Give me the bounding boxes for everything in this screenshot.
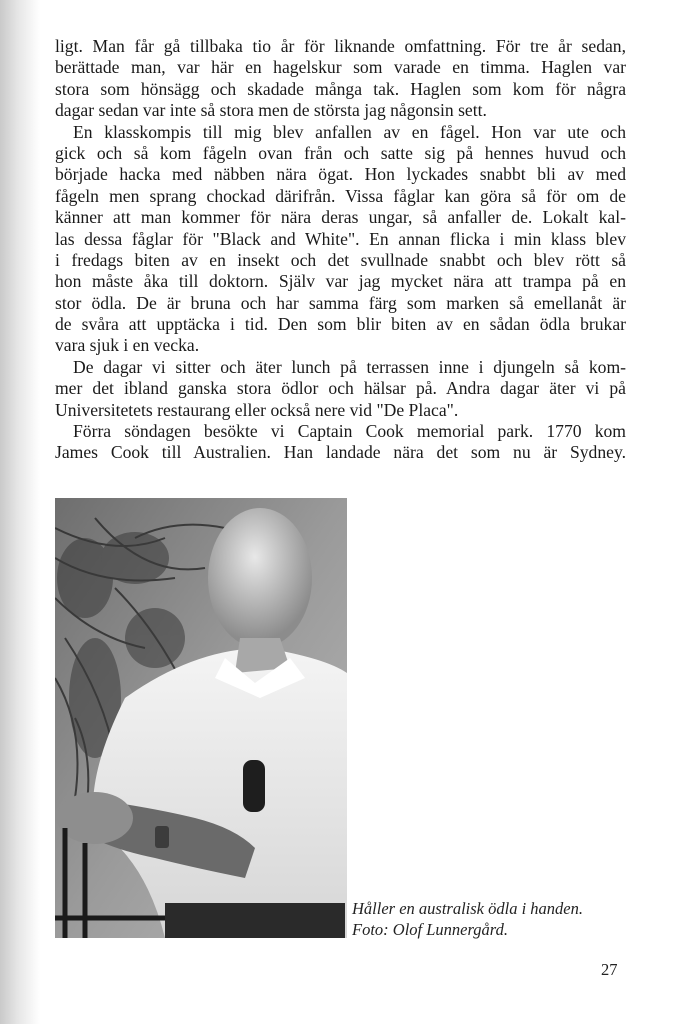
text-line: De dagar vi sitter och äter lunch på terrassen inne i djungeln så kom-: [73, 356, 626, 377]
text-line: ligt. Man får gå tillbaka tio år för liknande omfattning. För tre år sedan,: [55, 36, 626, 56]
text-line: En klasskompis till mig blev anfallen av en fågel. Hon var ute och: [73, 121, 626, 142]
paragraph-4: [55, 421, 626, 464]
text-line: fågeln men sprang chockad därifrån. Vissa fåglar kan göra så för om de: [55, 185, 626, 206]
text-line: Universitetets restaurang eller också nere vid "De Placa".: [55, 399, 459, 420]
photo-man-holding-lizard: [55, 498, 347, 938]
trousers: [165, 903, 345, 938]
page-gutter-shadow: [0, 0, 40, 1024]
head: [208, 508, 312, 648]
text-line: Förra söndagen besökte vi Captain Cook memorial park. 1770 kom: [73, 421, 626, 442]
text-line: mer det ibland ganska stora ödlor och hälsar på. Andra dagar äter vi på: [55, 378, 626, 399]
text-line: stora som hönsägg och skadade många tak. Haglen som kom för några: [55, 78, 626, 99]
caption-credit: Foto: Olof Lunnergård.: [352, 920, 508, 939]
text-line: James Cook till Australien. Han landade nära det som nu är Sydney.: [55, 442, 626, 463]
text-line: berättade man, var här en hagelskur som varade en timma. Haglen var: [55, 57, 626, 78]
text-line: känner att man kommer för nära deras ungar, så anfaller de. Lokalt kal-: [55, 207, 626, 228]
text-line: stor ödla. De är bruna och har samma färg som marken så emellanåt är: [55, 292, 626, 313]
text-line: las dessa fåglar för "Black and White". En annan flicka i min klass blev: [55, 228, 626, 249]
wristwatch: [155, 826, 169, 848]
paragraph-2: [55, 122, 626, 357]
photo-illustration: [55, 498, 347, 938]
photo-caption: [352, 898, 583, 940]
text-line: vara sjuk i en vecka.: [55, 335, 200, 356]
text-line: dagar sedan var inte så stora men de största jag någonsin sett.: [55, 100, 487, 121]
body-text: [55, 36, 626, 464]
text-line: gick och så kom fågeln ovan från och satte sig på hennes huvud och: [55, 142, 626, 163]
page-number: 27: [601, 960, 618, 979]
hands-with-lizard: [57, 792, 133, 844]
sunglasses-in-pocket: [243, 760, 265, 812]
caption-line: Håller en australisk ödla i handen.: [352, 899, 583, 918]
text-line: började hacka med näbben nära ögat. Hon lyckades snabbt bli av med: [55, 164, 626, 185]
paragraph-3: [55, 357, 626, 421]
text-line: i fredags biten av en insekt och det svullnade snabbt och blev rött så: [55, 249, 626, 270]
paragraph-1: [55, 36, 626, 122]
text-line: de svåra att upptäcka i tid. Den som blir biten av en sådan ödla brukar: [55, 314, 626, 335]
text-line: hon måste åka till doktorn. Själv var jag mycket nära att trampa på en: [55, 271, 626, 292]
